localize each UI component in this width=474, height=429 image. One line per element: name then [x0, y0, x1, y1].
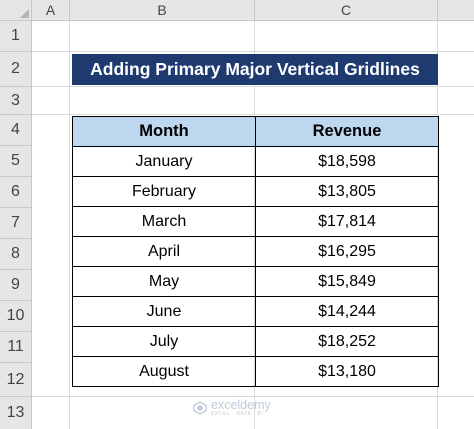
row-header-4[interactable]: 4: [0, 115, 32, 146]
month-cell[interactable]: April: [73, 237, 256, 267]
month-cell[interactable]: January: [73, 147, 256, 177]
exceldemy-logo-icon: [193, 401, 207, 415]
watermark-name: exceldemy: [211, 398, 271, 412]
month-cell[interactable]: July: [73, 327, 256, 357]
revenue-cell[interactable]: $17,814: [256, 207, 439, 237]
column-header-d[interactable]: [438, 0, 474, 21]
revenue-cell[interactable]: $18,252: [256, 327, 439, 357]
month-cell[interactable]: May: [73, 267, 256, 297]
row-header-7[interactable]: 7: [0, 208, 32, 239]
revenue-table: [72, 116, 439, 387]
revenue-cell[interactable]: $16,295: [256, 237, 439, 267]
row-header-9[interactable]: 9: [0, 270, 32, 301]
row-header-10[interactable]: 10: [0, 301, 32, 332]
table-row: [73, 297, 439, 327]
table-row: [73, 327, 439, 357]
month-cell[interactable]: August: [73, 357, 256, 387]
revenue-cell[interactable]: $13,805: [256, 177, 439, 207]
table-row: [73, 177, 439, 207]
row-header-13[interactable]: 13: [0, 397, 32, 429]
row-header-1[interactable]: 1: [0, 21, 32, 52]
gridline: [69, 21, 70, 429]
gridline: [32, 396, 474, 397]
column-header-b[interactable]: B: [70, 0, 255, 21]
select-all-corner[interactable]: [0, 0, 32, 21]
row-header-2[interactable]: 2: [0, 52, 32, 87]
revenue-cell[interactable]: $18,598: [256, 147, 439, 177]
row-header-8[interactable]: 8: [0, 239, 32, 270]
gridline: [32, 51, 474, 52]
row-header-11[interactable]: 11: [0, 332, 32, 363]
table-row: [73, 357, 439, 387]
table-header-row: [73, 117, 439, 147]
exceldemy-watermark: [193, 399, 271, 417]
title-cell[interactable]: Adding Primary Major Vertical Gridlines: [72, 54, 438, 85]
table-row: [73, 267, 439, 297]
revenue-cell[interactable]: $15,849: [256, 267, 439, 297]
month-cell[interactable]: February: [73, 177, 256, 207]
row-header-3[interactable]: 3: [0, 87, 32, 115]
column-header-a[interactable]: A: [32, 0, 70, 21]
row-header-6[interactable]: 6: [0, 177, 32, 208]
row-header-12[interactable]: 12: [0, 363, 32, 397]
month-cell[interactable]: June: [73, 297, 256, 327]
column-header-c[interactable]: C: [255, 0, 438, 21]
revenue-cell[interactable]: $14,244: [256, 297, 439, 327]
month-cell[interactable]: March: [73, 207, 256, 237]
watermark-tagline: EXCEL · DATA · BI: [211, 410, 264, 417]
table-row: [73, 237, 439, 267]
gridline: [32, 114, 474, 115]
table-row: [73, 207, 439, 237]
gridline: [32, 86, 474, 87]
month-header-cell[interactable]: Month: [73, 117, 256, 147]
row-header-5[interactable]: 5: [0, 146, 32, 177]
revenue-cell[interactable]: $13,180: [256, 357, 439, 387]
table-row: [73, 147, 439, 177]
revenue-header-cell[interactable]: Revenue: [256, 117, 439, 147]
